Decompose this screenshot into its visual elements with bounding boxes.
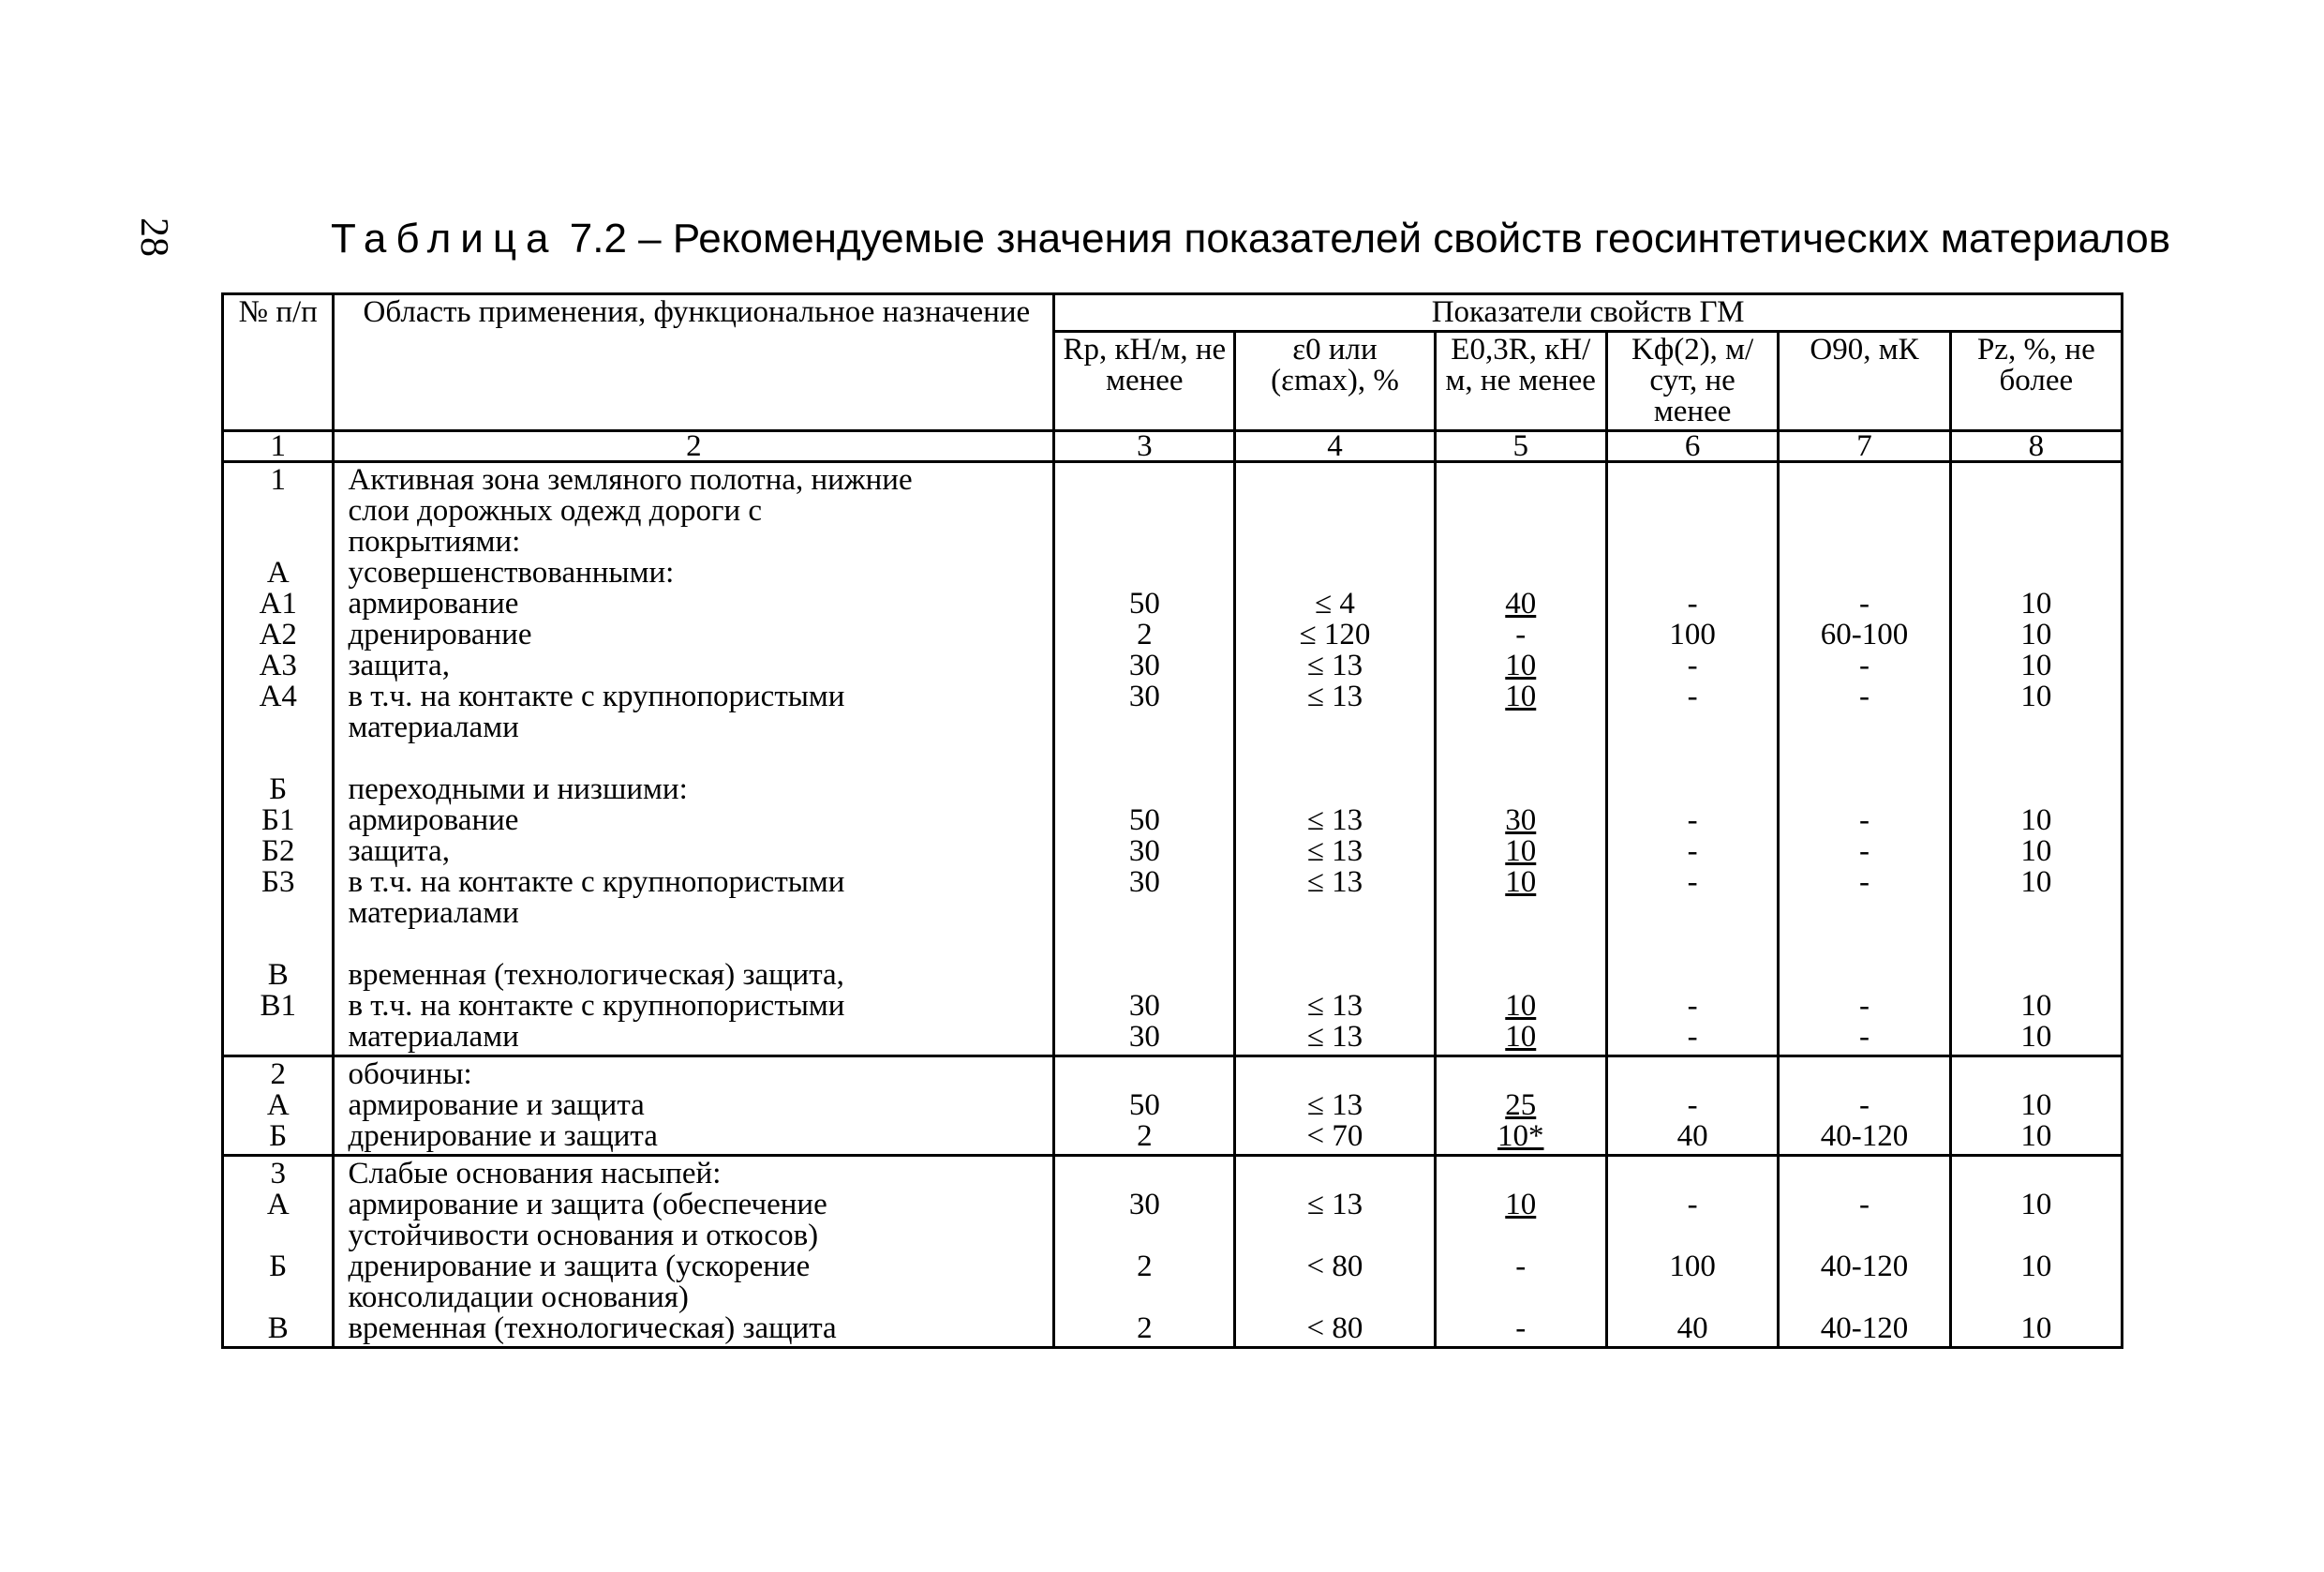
value-e03r: 10 bbox=[1505, 834, 1537, 868]
value-o90 bbox=[1787, 929, 1941, 960]
properties-table bbox=[221, 292, 2123, 1349]
value-rp: 30 bbox=[1128, 865, 1160, 899]
value-pz bbox=[1959, 743, 2113, 774]
value-e03r: - bbox=[1515, 1311, 1527, 1345]
value-rp bbox=[1063, 774, 1226, 805]
value-o90: - bbox=[1858, 587, 1870, 621]
value-rp bbox=[1063, 465, 1226, 496]
value-rp bbox=[1063, 929, 1226, 960]
value-pz: 10 bbox=[2020, 680, 2052, 713]
item-description: Слабые основания насыпей: bbox=[348, 1157, 722, 1190]
value-pz: 10 bbox=[2020, 834, 2052, 868]
value-eps: < 70 bbox=[1306, 1119, 1363, 1153]
value-e03r bbox=[1444, 1159, 1598, 1190]
value-eps bbox=[1244, 1282, 1425, 1313]
value-rp bbox=[1063, 1220, 1226, 1251]
value-rp-cell bbox=[1054, 462, 1235, 1056]
item-number bbox=[231, 1022, 324, 1053]
value-pz: 10 bbox=[2020, 1088, 2052, 1122]
item-number bbox=[231, 527, 324, 558]
item-description: дренирование и защита (ускорение bbox=[348, 1250, 811, 1283]
value-e03r: 40 bbox=[1505, 587, 1537, 621]
page-number: 28 bbox=[132, 217, 175, 257]
item-description: Активная зона земляного полотна, нижние bbox=[348, 463, 913, 497]
value-o90-cell bbox=[1779, 1156, 1950, 1348]
value-eps bbox=[1244, 743, 1425, 774]
item-number: В bbox=[267, 958, 289, 992]
value-o90: - bbox=[1858, 1088, 1870, 1122]
column-number: 2 bbox=[334, 431, 1054, 462]
value-pz: 10 bbox=[2020, 803, 2052, 837]
item-description: дренирование bbox=[348, 618, 532, 651]
value-kf bbox=[1616, 465, 1769, 496]
item-description-cell bbox=[334, 1156, 1054, 1348]
value-rp bbox=[1063, 712, 1226, 743]
item-number: В bbox=[267, 1311, 289, 1345]
value-eps: ≤ 13 bbox=[1306, 834, 1363, 868]
value-rp: 30 bbox=[1128, 989, 1160, 1023]
value-pz-cell bbox=[1950, 1056, 2122, 1156]
value-o90-cell bbox=[1779, 1056, 1950, 1156]
value-kf: - bbox=[1687, 587, 1698, 621]
value-pz bbox=[1959, 1059, 2113, 1090]
value-kf: 40 bbox=[1676, 1119, 1708, 1153]
header-group: Показатели свойств ГМ bbox=[1054, 294, 2123, 332]
value-rp: 2 bbox=[1137, 1119, 1153, 1153]
value-o90 bbox=[1787, 712, 1941, 743]
value-eps: ≤ 13 bbox=[1306, 989, 1363, 1023]
header-col-e03r: E0,3R, кН/м, не менее bbox=[1435, 332, 1606, 431]
item-description: устойчивости основания и откосов) bbox=[348, 1219, 819, 1252]
item-number: 3 bbox=[270, 1157, 286, 1190]
value-kf: - bbox=[1687, 989, 1698, 1023]
item-number: В1 bbox=[260, 989, 296, 1023]
value-kf: - bbox=[1687, 649, 1698, 682]
value-e03r: 10 bbox=[1505, 865, 1537, 899]
item-description: в т.ч. на контакте с крупнопористыми bbox=[348, 680, 845, 713]
value-e03r bbox=[1444, 929, 1598, 960]
value-pz bbox=[1959, 496, 2113, 527]
value-rp bbox=[1063, 898, 1226, 929]
value-o90 bbox=[1787, 774, 1941, 805]
item-number: А bbox=[266, 1188, 290, 1221]
item-number: А4 bbox=[259, 680, 297, 713]
value-rp bbox=[1063, 1159, 1226, 1190]
value-rp: 30 bbox=[1128, 649, 1160, 682]
item-number: Б2 bbox=[261, 834, 295, 868]
value-o90: 60-100 bbox=[1820, 618, 1909, 651]
value-kf: - bbox=[1687, 1020, 1698, 1054]
value-kf-cell bbox=[1606, 462, 1778, 1056]
value-e03r: 30 bbox=[1505, 803, 1537, 837]
value-eps bbox=[1244, 1220, 1425, 1251]
value-o90: - bbox=[1858, 803, 1870, 837]
item-description: дренирование и защита bbox=[348, 1119, 658, 1153]
header-col-rp: Rp, кН/м, не менее bbox=[1054, 332, 1235, 431]
value-o90 bbox=[1787, 743, 1941, 774]
value-o90 bbox=[1787, 527, 1941, 558]
value-eps: ≤ 13 bbox=[1306, 649, 1363, 682]
item-description bbox=[348, 743, 1045, 774]
value-o90: - bbox=[1858, 1020, 1870, 1054]
column-number: 8 bbox=[1950, 431, 2122, 462]
value-o90: 40-120 bbox=[1820, 1250, 1909, 1283]
value-rp: 30 bbox=[1128, 1188, 1160, 1221]
value-o90: - bbox=[1858, 834, 1870, 868]
header-col-kf: Kф(2), м/сут, не менее bbox=[1606, 332, 1778, 431]
item-number bbox=[231, 496, 324, 527]
value-pz bbox=[1959, 712, 2113, 743]
value-eps bbox=[1244, 960, 1425, 991]
value-o90: - bbox=[1858, 1188, 1870, 1221]
value-pz bbox=[1959, 1159, 2113, 1190]
value-o90 bbox=[1787, 898, 1941, 929]
value-e03r: - bbox=[1515, 618, 1527, 651]
value-o90 bbox=[1787, 1282, 1941, 1313]
value-e03r-cell bbox=[1435, 1056, 1606, 1156]
item-description: покрытиями: bbox=[348, 525, 521, 559]
value-eps: ≤ 120 bbox=[1299, 618, 1371, 651]
value-e03r: 10 bbox=[1505, 989, 1537, 1023]
value-rp: 2 bbox=[1137, 1250, 1153, 1283]
value-eps: ≤ 4 bbox=[1315, 587, 1355, 621]
value-rp: 30 bbox=[1128, 834, 1160, 868]
value-o90 bbox=[1787, 1159, 1941, 1190]
header-num: № п/п bbox=[223, 294, 334, 431]
value-rp: 30 bbox=[1128, 680, 1160, 713]
item-number bbox=[231, 929, 324, 960]
item-description: временная (технологическая) защита bbox=[348, 1311, 837, 1345]
value-rp: 50 bbox=[1128, 587, 1160, 621]
value-e03r bbox=[1444, 712, 1598, 743]
value-o90: - bbox=[1858, 989, 1870, 1023]
value-pz: 10 bbox=[2020, 989, 2052, 1023]
value-kf: - bbox=[1687, 1188, 1698, 1221]
value-e03r: 10* bbox=[1497, 1119, 1544, 1153]
item-description bbox=[348, 929, 1045, 960]
item-number: 2 bbox=[270, 1057, 286, 1091]
value-pz bbox=[1959, 558, 2113, 589]
value-pz: 10 bbox=[2020, 1311, 2052, 1345]
item-number bbox=[231, 1282, 324, 1313]
value-rp: 2 bbox=[1137, 618, 1153, 651]
item-number: Б1 bbox=[261, 803, 295, 837]
value-e03r bbox=[1444, 496, 1598, 527]
value-pz bbox=[1959, 898, 2113, 929]
item-description: армирование bbox=[348, 587, 519, 621]
item-description: армирование и защита (обеспечение bbox=[348, 1188, 827, 1221]
value-e03r bbox=[1444, 774, 1598, 805]
item-number: Б3 bbox=[261, 865, 295, 899]
value-o90: - bbox=[1858, 865, 1870, 899]
value-kf bbox=[1616, 712, 1769, 743]
value-kf bbox=[1616, 743, 1769, 774]
value-pz: 10 bbox=[2020, 1188, 2052, 1221]
value-rp bbox=[1063, 527, 1226, 558]
item-description-cell bbox=[334, 1056, 1054, 1156]
value-rp bbox=[1063, 558, 1226, 589]
value-o90 bbox=[1787, 465, 1941, 496]
value-eps-cell bbox=[1235, 1056, 1435, 1156]
value-rp: 2 bbox=[1137, 1311, 1153, 1345]
column-number: 4 bbox=[1235, 431, 1435, 462]
value-o90 bbox=[1787, 496, 1941, 527]
value-kf bbox=[1616, 496, 1769, 527]
value-eps bbox=[1244, 1059, 1425, 1090]
value-rp bbox=[1063, 960, 1226, 991]
value-e03r bbox=[1444, 960, 1598, 991]
item-description: временная (технологическая) защита, bbox=[348, 958, 844, 992]
item-description: в т.ч. на контакте с крупнопористыми bbox=[348, 989, 845, 1023]
value-o90 bbox=[1787, 558, 1941, 589]
item-number bbox=[231, 743, 324, 774]
value-pz: 10 bbox=[2020, 865, 2052, 899]
value-rp bbox=[1063, 496, 1226, 527]
value-e03r bbox=[1444, 1059, 1598, 1090]
value-e03r bbox=[1444, 743, 1598, 774]
value-pz: 10 bbox=[2020, 618, 2052, 651]
value-o90-cell bbox=[1779, 462, 1950, 1056]
value-eps: ≤ 13 bbox=[1306, 1088, 1363, 1122]
column-number: 5 bbox=[1435, 431, 1606, 462]
value-kf-cell bbox=[1606, 1056, 1778, 1156]
value-eps bbox=[1244, 929, 1425, 960]
table-section-row bbox=[223, 1056, 2123, 1156]
value-pz: 10 bbox=[2020, 587, 2052, 621]
value-kf-cell bbox=[1606, 1156, 1778, 1348]
value-rp: 30 bbox=[1128, 1020, 1160, 1054]
value-kf: - bbox=[1687, 1088, 1698, 1122]
value-e03r: 10 bbox=[1505, 1188, 1537, 1221]
caption-label: Таблица bbox=[331, 216, 559, 262]
column-number: 7 bbox=[1779, 431, 1950, 462]
value-kf bbox=[1616, 1159, 1769, 1190]
item-description: материалами bbox=[348, 1020, 519, 1054]
value-kf: 40 bbox=[1676, 1311, 1708, 1345]
value-o90 bbox=[1787, 960, 1941, 991]
value-kf: - bbox=[1687, 680, 1698, 713]
table-section-row bbox=[223, 1156, 2123, 1348]
value-pz: 10 bbox=[2020, 649, 2052, 682]
item-description: консолидации основания) bbox=[348, 1280, 689, 1314]
value-kf: 100 bbox=[1669, 1250, 1716, 1283]
value-kf bbox=[1616, 1059, 1769, 1090]
value-kf bbox=[1616, 960, 1769, 991]
item-number: Б bbox=[269, 772, 288, 806]
value-o90: - bbox=[1858, 649, 1870, 682]
value-rp-cell bbox=[1054, 1056, 1235, 1156]
item-number: А1 bbox=[259, 587, 297, 621]
value-o90: 40-120 bbox=[1820, 1311, 1909, 1345]
item-description: слои дорожных одежд дороги с bbox=[348, 494, 763, 528]
value-pz bbox=[1959, 465, 2113, 496]
item-description: переходными и низшими: bbox=[348, 772, 688, 806]
value-eps: ≤ 13 bbox=[1306, 1188, 1363, 1221]
value-pz bbox=[1959, 774, 2113, 805]
item-number bbox=[231, 712, 324, 743]
value-eps bbox=[1244, 1159, 1425, 1190]
value-eps: < 80 bbox=[1306, 1250, 1363, 1283]
value-eps bbox=[1244, 712, 1425, 743]
item-description: армирование и защита bbox=[348, 1088, 645, 1122]
value-e03r bbox=[1444, 558, 1598, 589]
header-area: Область применения, функциональное назначение bbox=[334, 294, 1054, 431]
column-number: 1 bbox=[223, 431, 334, 462]
value-eps: ≤ 13 bbox=[1306, 1020, 1363, 1054]
value-e03r: 10 bbox=[1505, 649, 1537, 682]
value-pz-cell bbox=[1950, 1156, 2122, 1348]
value-e03r bbox=[1444, 1220, 1598, 1251]
value-eps: ≤ 13 bbox=[1306, 680, 1363, 713]
item-number bbox=[231, 1220, 324, 1251]
value-eps: < 80 bbox=[1306, 1311, 1363, 1345]
value-pz: 10 bbox=[2020, 1250, 2052, 1283]
value-rp bbox=[1063, 743, 1226, 774]
item-description: армирование bbox=[348, 803, 519, 837]
item-description: в т.ч. на контакте с крупнопористыми bbox=[348, 865, 845, 899]
value-pz bbox=[1959, 1220, 2113, 1251]
value-pz bbox=[1959, 960, 2113, 991]
value-rp-cell bbox=[1054, 1156, 1235, 1348]
value-rp: 50 bbox=[1128, 1088, 1160, 1122]
value-e03r bbox=[1444, 898, 1598, 929]
item-description: обочины: bbox=[348, 1057, 472, 1091]
value-eps: ≤ 13 bbox=[1306, 865, 1363, 899]
item-description-cell bbox=[334, 462, 1054, 1056]
item-description: материалами bbox=[348, 711, 519, 744]
value-eps-cell bbox=[1235, 462, 1435, 1056]
value-e03r bbox=[1444, 527, 1598, 558]
item-description: защита, bbox=[348, 834, 450, 868]
item-number: А2 bbox=[259, 618, 297, 651]
value-pz bbox=[1959, 929, 2113, 960]
value-eps bbox=[1244, 496, 1425, 527]
value-kf: - bbox=[1687, 834, 1698, 868]
value-e03r: 10 bbox=[1505, 1020, 1537, 1054]
item-number bbox=[231, 898, 324, 929]
value-pz-cell bbox=[1950, 462, 2122, 1056]
value-kf: 100 bbox=[1669, 618, 1716, 651]
value-rp bbox=[1063, 1059, 1226, 1090]
value-kf bbox=[1616, 774, 1769, 805]
value-rp bbox=[1063, 1282, 1226, 1313]
value-e03r: 25 bbox=[1505, 1088, 1537, 1122]
value-kf bbox=[1616, 558, 1769, 589]
item-description: защита, bbox=[348, 649, 450, 682]
value-pz: 10 bbox=[2020, 1119, 2052, 1153]
item-number: Б bbox=[269, 1119, 288, 1153]
column-number: 6 bbox=[1606, 431, 1778, 462]
value-pz bbox=[1959, 527, 2113, 558]
value-e03r-cell bbox=[1435, 462, 1606, 1056]
value-eps: ≤ 13 bbox=[1306, 803, 1363, 837]
caption-text: 7.2 – Рекомендуемые значения показателей свойств геосинтетических материалов bbox=[569, 216, 2171, 262]
value-e03r-cell bbox=[1435, 1156, 1606, 1348]
value-eps bbox=[1244, 558, 1425, 589]
value-eps bbox=[1244, 527, 1425, 558]
value-kf bbox=[1616, 1220, 1769, 1251]
column-numbers-row bbox=[223, 431, 2123, 462]
header-col-eps: ε0 или (εmax), % bbox=[1235, 332, 1435, 431]
value-kf bbox=[1616, 527, 1769, 558]
value-o90 bbox=[1787, 1220, 1941, 1251]
item-description: материалами bbox=[348, 896, 519, 930]
value-o90 bbox=[1787, 1059, 1941, 1090]
item-number: А bbox=[266, 556, 290, 590]
value-e03r: 10 bbox=[1505, 680, 1537, 713]
table-caption bbox=[331, 216, 2170, 262]
value-o90: - bbox=[1858, 680, 1870, 713]
value-e03r: - bbox=[1515, 1250, 1527, 1283]
value-pz bbox=[1959, 1282, 2113, 1313]
value-e03r bbox=[1444, 1282, 1598, 1313]
value-e03r bbox=[1444, 465, 1598, 496]
item-number: 1 bbox=[270, 463, 286, 497]
item-number-cell bbox=[223, 1056, 334, 1156]
value-eps-cell bbox=[1235, 1156, 1435, 1348]
item-number: Б bbox=[269, 1250, 288, 1283]
value-eps bbox=[1244, 774, 1425, 805]
item-number: А3 bbox=[259, 649, 297, 682]
value-rp: 50 bbox=[1128, 803, 1160, 837]
header-col-o90: O90, мК bbox=[1779, 332, 1950, 431]
value-pz: 10 bbox=[2020, 1020, 2052, 1054]
column-number: 3 bbox=[1054, 431, 1235, 462]
value-eps bbox=[1244, 465, 1425, 496]
value-kf: - bbox=[1687, 865, 1698, 899]
item-number-cell bbox=[223, 1156, 334, 1348]
header-col-pz: Pz, %, не более bbox=[1950, 332, 2122, 431]
value-o90: 40-120 bbox=[1820, 1119, 1909, 1153]
value-eps bbox=[1244, 898, 1425, 929]
item-number: А bbox=[266, 1088, 290, 1122]
value-kf bbox=[1616, 898, 1769, 929]
table-section-row bbox=[223, 462, 2123, 1056]
value-kf bbox=[1616, 1282, 1769, 1313]
item-description: усовершенствованными: bbox=[348, 556, 675, 590]
item-number-cell bbox=[223, 462, 334, 1056]
value-kf: - bbox=[1687, 803, 1698, 837]
value-kf bbox=[1616, 929, 1769, 960]
